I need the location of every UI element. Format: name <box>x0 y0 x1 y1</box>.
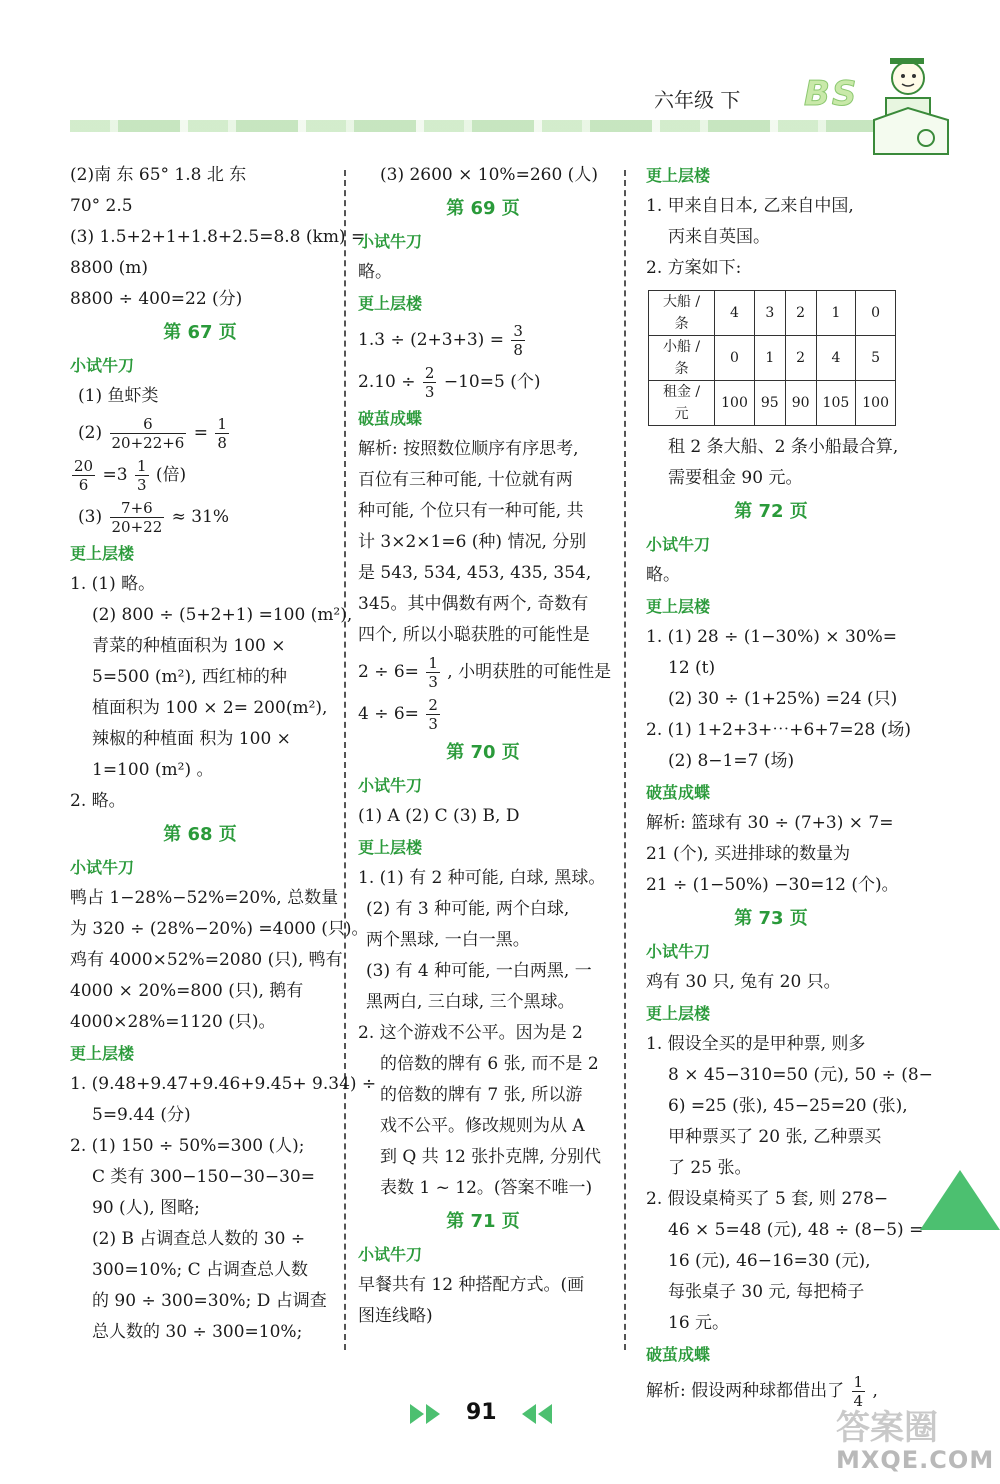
text-line: 90 (人), 图略; <box>92 1198 200 1218</box>
page-heading: 第 71 页 <box>446 1211 520 1232</box>
table-cell: 4 <box>816 336 856 381</box>
text-fragment: 2 ÷ 6= <box>358 662 419 682</box>
column-1 <box>70 160 377 1348</box>
text-line: 2. (1) 150 ÷ 50%=300 (人); <box>70 1136 305 1156</box>
text-line: 8800 ÷ 400=22 (分) <box>70 289 243 309</box>
text-line: 需要租金 90 元。 <box>668 468 803 488</box>
text-line: 1. (9.48+9.47+9.46+9.45+ 9.34) ÷ <box>70 1074 377 1094</box>
formula-line <box>70 412 330 454</box>
header-band <box>70 120 890 132</box>
forward-arrows-icon <box>410 1402 446 1426</box>
watermark-url: MXQE.COM <box>836 1446 995 1474</box>
formula-line <box>70 454 330 496</box>
formula-line <box>358 361 608 403</box>
numerator: 20 <box>74 457 94 475</box>
text-line: (2) 30 ÷ (1+25%) =24 (只) <box>668 689 898 709</box>
text-line: 5=500 (m²), 西红柿的种 <box>92 667 287 687</box>
text-line: 四个, 所以小聪获胜的可能性是 <box>358 625 590 645</box>
fraction <box>426 654 440 691</box>
text-fragment: 2.10 ÷ <box>358 372 416 392</box>
text-line: 解析: 篮球有 30 ÷ (7+3) × 7= <box>646 813 894 833</box>
text-line: 解析: 按照数位顺序有序思考, <box>358 439 579 459</box>
text-line: 辣椒的种植面 积为 100 × <box>92 729 291 749</box>
section-heading: 小试牛刀 <box>70 858 135 877</box>
fraction <box>511 322 525 359</box>
section-heading: 更上层楼 <box>358 838 423 857</box>
table-cell: 1 <box>816 291 856 336</box>
table-cell: 100 <box>715 381 755 426</box>
text-line: 16 (元), 46−16=30 (元), <box>668 1251 871 1271</box>
section-heading: 更上层楼 <box>646 1004 711 1023</box>
text-line: 1. 假设全买的是甲种票, 则多 <box>646 1034 866 1054</box>
text-line: 8 × 45−310=50 (元), 50 ÷ (8− <box>668 1065 933 1085</box>
numerator: 1 <box>853 1373 864 1391</box>
section-heading: 更上层楼 <box>70 1044 135 1063</box>
text-line: 了 25 张。 <box>668 1158 752 1178</box>
denominator: 8 <box>513 341 523 359</box>
table-row <box>649 291 896 336</box>
section-heading: 小试牛刀 <box>358 1245 423 1264</box>
text-line: 租 2 条大船、2 条小船最合算, <box>668 437 899 457</box>
text-fragment: = <box>193 423 209 443</box>
fraction <box>110 499 165 536</box>
denominator: 4 <box>853 1392 864 1410</box>
fraction <box>852 1373 866 1410</box>
section-heading: 破茧成蝶 <box>646 783 711 802</box>
text-line: 1. (1) 有 2 种可能, 白球, 黑球。 <box>358 868 606 888</box>
text-fragment: (2) <box>78 423 103 443</box>
text-line: 21 (个), 买进排球的数量为 <box>646 844 851 864</box>
text-line: (2) 8−1=7 (场) <box>668 751 795 771</box>
text-line: 总人数的 30 ÷ 300=10%; <box>92 1322 303 1342</box>
page-number: 91 <box>466 1400 497 1425</box>
section-heading: 小试牛刀 <box>358 232 423 251</box>
text-line: 6) =25 (张), 45−25=20 (张), <box>668 1096 908 1116</box>
text-line: 种可能, 个位只有一种可能, 共 <box>358 501 584 521</box>
column-3 <box>646 160 933 1412</box>
bs-logo: BS <box>804 74 859 114</box>
numerator: 6 <box>110 415 187 434</box>
text-line: 黑两白, 三白球, 三个黑球。 <box>366 992 575 1012</box>
numerator: 7+6 <box>110 499 165 518</box>
row-header-cell: 大船 / 条 <box>649 291 715 336</box>
page-heading: 第 69 页 <box>446 198 520 219</box>
text-line: 鸭占 1−28%−52%=20%, 总数量 <box>70 888 339 908</box>
denominator: 20+22 <box>111 518 163 536</box>
fraction <box>426 696 440 733</box>
text-line: 345。其中偶数有两个, 奇数有 <box>358 594 589 614</box>
section-heading: 小试牛刀 <box>358 776 423 795</box>
text-line: 每张桌子 30 元, 每把椅子 <box>668 1282 865 1302</box>
table-cell: 1 <box>754 336 785 381</box>
column-divider-1 <box>344 170 346 1350</box>
text-line: 的倍数的牌有 7 张, 所以游 <box>380 1085 583 1105</box>
table-row <box>649 336 896 381</box>
text-line: 5=9.44 (分) <box>92 1105 191 1125</box>
row-header-cell: 租金 / 元 <box>649 381 715 426</box>
table-cell: 2 <box>785 336 816 381</box>
text-line: 8800 (m) <box>70 258 149 278</box>
fraction <box>110 415 187 452</box>
row-header-cell: 小船 / 条 <box>649 336 715 381</box>
text-line: 的 90 ÷ 300=30%; D 占调查 <box>92 1291 327 1311</box>
text-line: 两个黑球, 一白一黑。 <box>366 930 530 950</box>
section-heading: 破茧成蝶 <box>358 409 423 428</box>
text-line: 70° 2.5 <box>70 196 133 216</box>
section-heading: 更上层楼 <box>646 166 711 185</box>
text-line: 百位有三种可能, 十位就有两 <box>358 470 573 490</box>
section-heading: 小试牛刀 <box>646 942 711 961</box>
page-heading: 第 72 页 <box>734 501 808 522</box>
page-heading: 第 73 页 <box>734 908 808 929</box>
table-cell: 0 <box>715 336 755 381</box>
rental-table <box>648 290 896 426</box>
text-line: 46 × 5=48 (元), 48 ÷ (8−5) = <box>668 1220 924 1240</box>
text-line: 是 543, 534, 453, 435, 354, <box>358 563 592 583</box>
formula-line <box>358 319 608 361</box>
denominator: 3 <box>136 476 147 494</box>
mascot-reading-icon <box>866 50 956 160</box>
formula-line <box>358 651 612 693</box>
table-cell: 105 <box>816 381 856 426</box>
page-heading: 第 70 页 <box>446 742 520 763</box>
table-cell: 2 <box>785 291 816 336</box>
denominator: 8 <box>217 434 227 452</box>
text-line: 青菜的种植面积为 100 × <box>92 636 286 656</box>
text-line: (2)南 东 65° 1.8 北 东 <box>70 165 247 185</box>
text-line: 2. 这个游戏不公平。因为是 2 <box>358 1023 583 1043</box>
text-line: 2. 假设桌椅买了 5 套, 则 278− <box>646 1189 889 1209</box>
numerator: 1 <box>136 457 147 475</box>
section-heading: 更上层楼 <box>358 294 423 313</box>
numerator: 2 <box>428 696 438 714</box>
text-line: 鸡有 30 只, 兔有 20 只。 <box>646 972 841 992</box>
text-line: 1=100 (m²) 。 <box>92 760 214 780</box>
text-line: 甲种票买了 20 张, 乙种票买 <box>668 1127 882 1147</box>
denominator: 3 <box>428 673 438 691</box>
text-line: 2. 方案如下: <box>646 258 742 278</box>
fraction <box>135 457 149 494</box>
table-cell: 90 <box>785 381 816 426</box>
page-heading: 第 68 页 <box>163 824 237 845</box>
text-line: 早餐共有 12 种搭配方式。(画 <box>358 1275 585 1295</box>
fraction <box>215 415 229 452</box>
text-line: 2. 略。 <box>70 791 126 811</box>
text-line: 1. (1) 28 ÷ (1−30%) × 30%= <box>646 627 897 647</box>
denominator: 20+22+6 <box>111 434 185 452</box>
column-2 <box>358 160 612 1332</box>
text-line: 21 ÷ (1−50%) −30=12 (个)。 <box>646 875 899 895</box>
text-line: 鸡有 4000×52%=2080 (只), 鸭有 <box>70 950 343 970</box>
text-line: (3) 2600 × 10%=260 (人) <box>380 165 598 185</box>
text-line: C 类有 300−150−30−30= <box>92 1167 315 1187</box>
watermark-logo: 答案圈 <box>836 1408 938 1448</box>
text-fragment: 4 ÷ 6= <box>358 704 419 724</box>
text-line: 1. 甲来自日本, 乙来自中国, <box>646 196 854 216</box>
backward-arrows-icon <box>516 1402 552 1426</box>
text-line: 略。 <box>646 565 680 585</box>
table-cell: 5 <box>856 336 896 381</box>
table-row <box>649 381 896 426</box>
text-line: (2) 有 3 种可能, 两个白球, <box>366 899 570 919</box>
grade-label: 六年级 下 <box>654 88 741 112</box>
numerator: 1 <box>217 415 227 433</box>
text-line: (1) A (2) C (3) B, D <box>358 806 520 826</box>
section-heading: 破茧成蝶 <box>646 1345 711 1364</box>
text-fragment: =3 <box>102 465 128 485</box>
text-fragment: (3) <box>78 507 103 527</box>
table-cell: 3 <box>754 291 785 336</box>
column-divider-2 <box>624 170 626 1350</box>
text-fragment: −10=5 (个) <box>443 372 541 392</box>
text-line: 1. (1) 略。 <box>70 574 156 594</box>
text-fragment: ≈ 31% <box>171 507 230 527</box>
table-cell: 0 <box>856 291 896 336</box>
text-line: (2) 800 ÷ (5+2+1) =100 (m²), <box>92 605 353 625</box>
section-heading: 小试牛刀 <box>70 356 135 375</box>
text-line: 为 320 ÷ (28%−20%) =4000 (只)。 <box>70 919 369 939</box>
text-fragment: , <box>872 1381 878 1401</box>
text-line: 计 3×2×1=6 (种) 情况, 分别 <box>358 532 587 552</box>
text-line: (3) 1.5+2+1+1.8+2.5=8.8 (km) = <box>70 227 366 247</box>
text-line: 到 Q 共 12 张扑克牌, 分别代 <box>380 1147 601 1167</box>
text-line: (1) 鱼虾类 <box>78 386 159 406</box>
numerator: 3 <box>513 322 523 340</box>
text-line: (3) 有 4 种可能, 一白两黑, 一 <box>366 961 592 981</box>
text-line: 戏不公平。修改规则为从 A <box>380 1116 585 1136</box>
text-fragment: , 小明获胜的可能性是 <box>447 662 612 682</box>
fraction <box>423 364 437 401</box>
section-heading: 小试牛刀 <box>646 535 711 554</box>
text-fragment: 1.3 ÷ (2+3+3) = <box>358 330 504 350</box>
page-heading: 第 67 页 <box>163 322 237 343</box>
text-line: 略。 <box>358 262 392 282</box>
section-heading: 更上层楼 <box>646 597 711 616</box>
text-line: 4000×28%=1120 (只)。 <box>70 1012 276 1032</box>
text-line: 的倍数的牌有 6 张, 而不是 2 <box>380 1054 599 1074</box>
text-line: (2) B 占调查总人数的 30 ÷ <box>92 1229 306 1249</box>
text-line: 图连线略) <box>358 1306 433 1326</box>
fraction <box>72 457 95 494</box>
formula-line <box>70 496 330 538</box>
text-fragment: 解析: 假设两种球都借出了 <box>646 1381 845 1401</box>
denominator: 3 <box>424 383 435 401</box>
text-line: 丙来自英国。 <box>668 227 770 247</box>
text-line: 16 元。 <box>668 1313 730 1333</box>
denominator: 6 <box>78 476 89 494</box>
formula-line <box>646 1370 896 1412</box>
table-cell: 95 <box>754 381 785 426</box>
table-cell: 100 <box>856 381 896 426</box>
numerator: 1 <box>428 654 438 672</box>
text-line: 4000 × 20%=800 (只), 鹅有 <box>70 981 304 1001</box>
text-line: 植面积为 100 × 2= 200(m²), <box>92 698 328 718</box>
green-triangle-decoration <box>920 1170 1000 1230</box>
text-line: 300=10%; C 占调查总人数 <box>92 1260 309 1280</box>
text-line: 2. (1) 1+2+3+⋯+6+7=28 (场) <box>646 720 911 740</box>
text-line: 表数 1 ~ 12。(答案不唯一) <box>380 1178 593 1198</box>
denominator: 3 <box>428 715 438 733</box>
numerator: 2 <box>424 364 435 382</box>
table-cell: 4 <box>715 291 755 336</box>
section-heading: 更上层楼 <box>70 544 135 563</box>
formula-line <box>358 693 608 735</box>
text-line: 12 (t) <box>668 658 716 678</box>
text-fragment: (倍) <box>155 465 187 485</box>
